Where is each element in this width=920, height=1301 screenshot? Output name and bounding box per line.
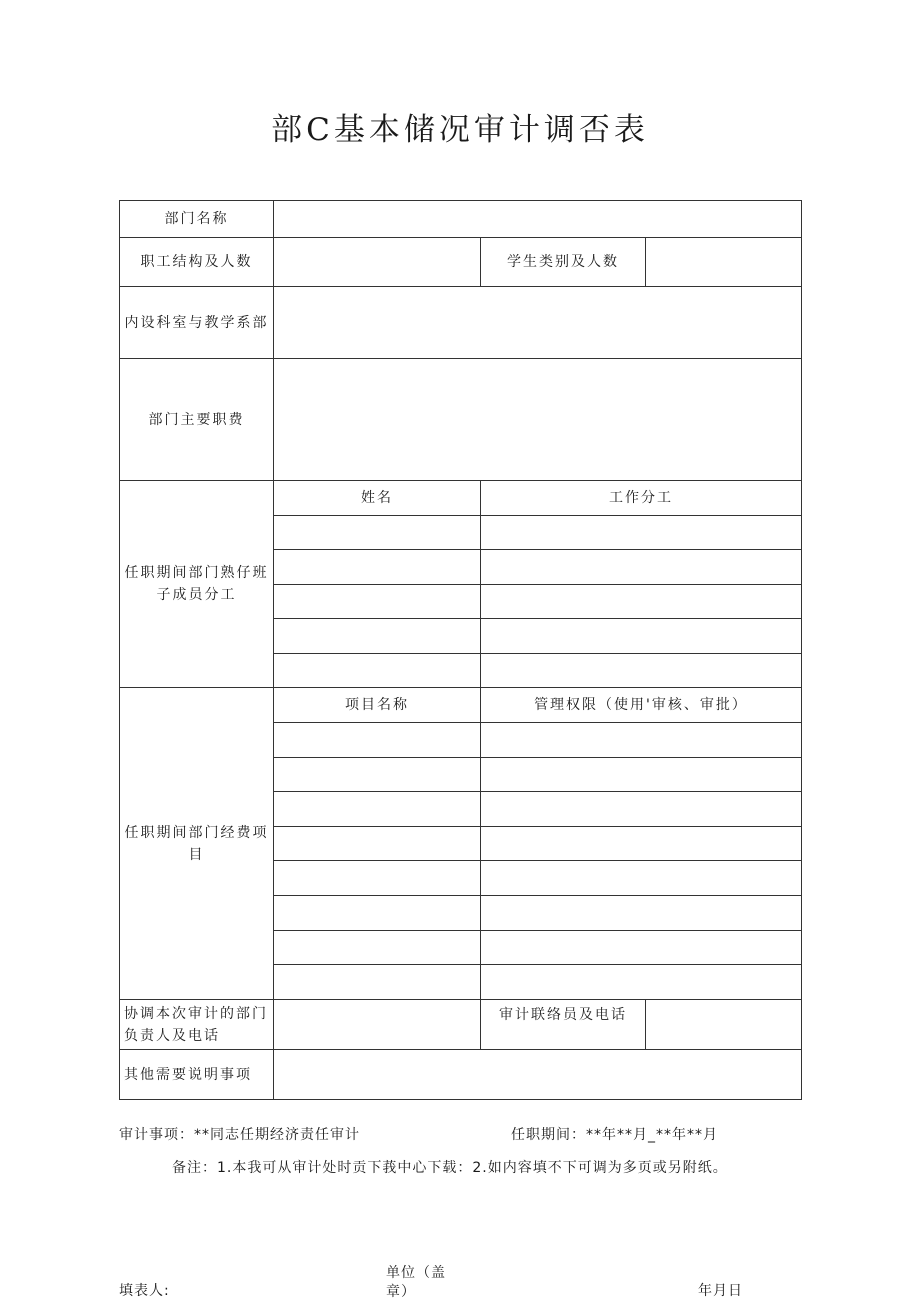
unit-seal-label-line1: 单位（盖 xyxy=(386,1265,446,1281)
inner-dept-field[interactable] xyxy=(274,287,802,359)
leader-duty-cell[interactable] xyxy=(481,550,802,585)
fund-authority-cell[interactable] xyxy=(481,758,802,792)
fund-authority-cell[interactable] xyxy=(481,827,802,861)
date-label: 年月日 xyxy=(698,1283,743,1299)
liaison-label: 审计联络员及电话 xyxy=(481,1000,646,1050)
coord-label: 协调本次审计的部门负责人及电话 xyxy=(120,1000,274,1050)
fund-item-cell[interactable] xyxy=(274,827,481,861)
leader-name-cell[interactable] xyxy=(274,654,481,688)
leader-name-cell[interactable] xyxy=(274,516,481,550)
fund-item-cell[interactable] xyxy=(274,861,481,896)
funds-header-item: 项目名称 xyxy=(274,688,481,723)
other-field[interactable] xyxy=(274,1050,802,1100)
audit-form-table xyxy=(119,200,802,1100)
audit-item-text: 审计事项：**同志任期经济责任审计 xyxy=(119,1127,360,1143)
staff-field[interactable] xyxy=(274,238,481,287)
leader-name-cell[interactable] xyxy=(274,619,481,654)
fund-item-cell[interactable] xyxy=(274,931,481,965)
fund-authority-cell[interactable] xyxy=(481,896,802,931)
student-label: 学生类别及人数 xyxy=(481,238,646,287)
fund-item-cell[interactable] xyxy=(274,792,481,827)
unit-seal-label-line2: 章） xyxy=(386,1284,416,1300)
fund-item-cell[interactable] xyxy=(274,758,481,792)
dept-name-field[interactable] xyxy=(274,201,802,238)
leader-duty-cell[interactable] xyxy=(481,654,802,688)
fund-item-cell[interactable] xyxy=(274,896,481,931)
note-text: 备注：1.本我可从审计处时贡下莪中心下载：2.如内容填不下可调为多页或另附纸。 xyxy=(172,1160,728,1176)
leader-duty-cell[interactable] xyxy=(481,585,802,619)
dept-name-label: 部门名称 xyxy=(120,201,274,238)
coord-field[interactable] xyxy=(274,1000,481,1050)
fund-authority-cell[interactable] xyxy=(481,931,802,965)
funds-label: 任职期间部门经费项目 xyxy=(120,688,274,1000)
liaison-field[interactable] xyxy=(646,1000,802,1050)
fund-authority-cell[interactable] xyxy=(481,792,802,827)
funds-header-authority: 管理权限（使用'审核、审批） xyxy=(481,688,802,723)
duty-label: 部门主要职费 xyxy=(120,359,274,481)
leader-name-cell[interactable] xyxy=(274,550,481,585)
fund-authority-cell[interactable] xyxy=(481,965,802,1000)
fund-item-cell[interactable] xyxy=(274,723,481,758)
leader-duty-cell[interactable] xyxy=(481,619,802,654)
staff-label: 职工结构及人数 xyxy=(120,238,274,287)
leaders-label: 任职期间部门熟仔班子成员分工 xyxy=(120,481,274,688)
leader-duty-cell[interactable] xyxy=(481,516,802,550)
duty-field[interactable] xyxy=(274,359,802,481)
fund-item-cell[interactable] xyxy=(274,965,481,1000)
inner-dept-label: 内设科室与教学系部 xyxy=(120,287,274,359)
filler-label: 填表人: xyxy=(119,1283,170,1299)
leader-name-cell[interactable] xyxy=(274,585,481,619)
other-label: 其他需要说明事项 xyxy=(120,1050,274,1100)
student-field[interactable] xyxy=(646,238,802,287)
tenure-text: 任职期间：**年**月_**年**月 xyxy=(511,1127,718,1143)
leaders-header-name: 姓名 xyxy=(274,481,481,516)
leaders-header-duty: 工作分工 xyxy=(481,481,802,516)
page-title: 部C基本储况审计调否表 xyxy=(271,112,649,148)
fund-authority-cell[interactable] xyxy=(481,723,802,758)
fund-authority-cell[interactable] xyxy=(481,861,802,896)
